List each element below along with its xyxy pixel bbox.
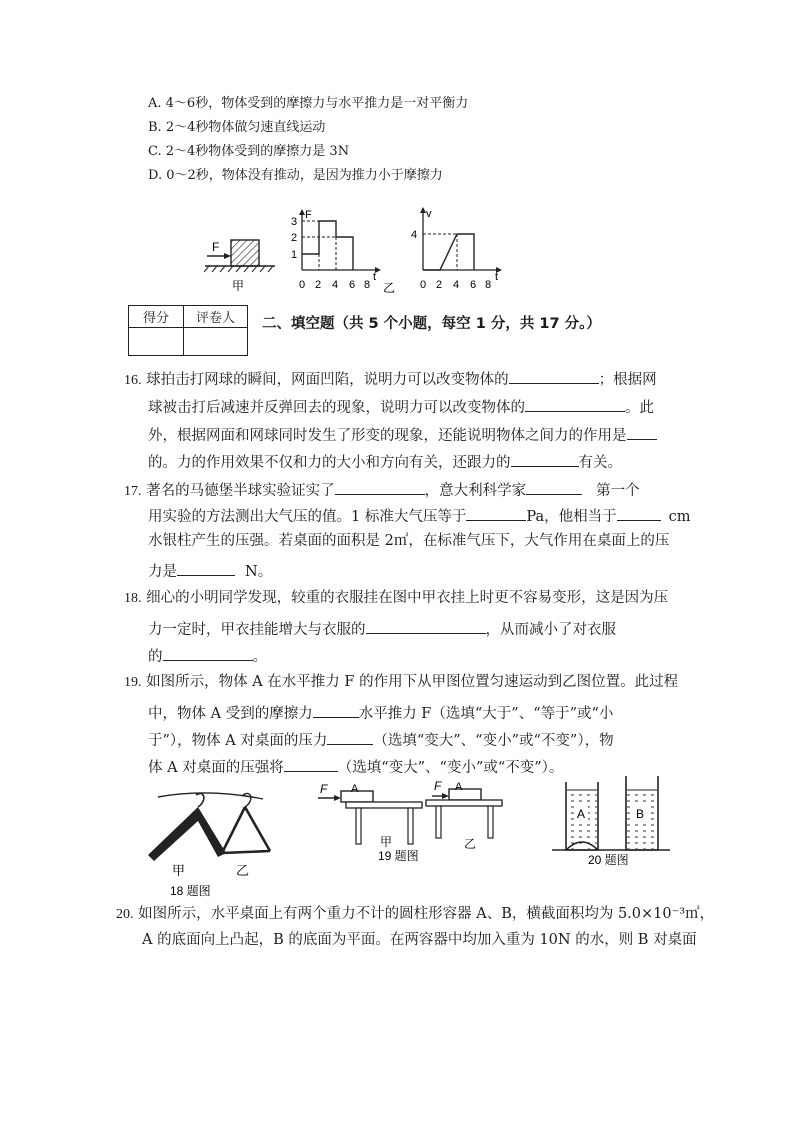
grader-cell[interactable] <box>184 328 248 356</box>
q17-blank-4[interactable] <box>617 506 661 521</box>
q19-number: 19. <box>124 675 142 690</box>
container-b-label: B <box>636 807 645 821</box>
q16-text: 球被击打后减速并反弹回去的现象，说明力可以改变物体的 <box>148 400 525 416</box>
figure-label-jia: 甲 <box>232 279 245 293</box>
q20-text: 如图所示，水平桌面上有两个重力不计的圆柱形容器 A、B，横截面积均为 5.0×10⁻³㎡， <box>138 906 715 922</box>
question-18 <box>124 591 668 606</box>
question-16 <box>124 369 657 388</box>
q17-text: 水银柱产生的压强。若桌面的面积是 2㎡，在标准气压下，大气作用在桌面上的压 <box>148 533 670 549</box>
q17-text: 力是 <box>148 564 177 580</box>
graph2-x-8: 8 <box>485 279 492 291</box>
figure-18-caption: 18 题图 <box>170 884 211 898</box>
q18-blank-1[interactable] <box>366 619 486 634</box>
q16-text: 。此 <box>625 400 654 416</box>
q17-blank-3[interactable] <box>466 506 526 521</box>
hanger-jia <box>148 793 226 861</box>
hanger-yi <box>222 793 270 853</box>
table-jia <box>318 782 422 849</box>
graph2-tick-4: 4 <box>411 229 418 241</box>
q17-blank-1[interactable] <box>335 480 425 495</box>
q18-text: 力一定时，甲衣挂能增大与衣服的 <box>148 622 366 638</box>
graph1-tick-2: 2 <box>291 232 298 244</box>
graph1-tick-3: 3 <box>291 216 298 228</box>
q16-text: ；根据网 <box>598 372 657 388</box>
q16-blank-2[interactable] <box>525 397 625 412</box>
graph2-x-axis-label: t <box>495 271 499 283</box>
question-17 <box>124 480 640 499</box>
graph1-x-2: 2 <box>315 279 322 291</box>
q16-text: 的。力的作用效果不仅和力的大小和方向有关，还跟力的 <box>148 455 511 471</box>
q19-text: 如图所示，物体 A 在水平推力 F 的作用下从甲图位置匀速运动到乙图位置。此过程 <box>146 674 679 690</box>
score-table <box>128 305 248 356</box>
q19-text: （选填“变大”、“变小”或“不变”），物 <box>373 733 614 749</box>
option-c: C. 2～4秒物体受到的摩擦力是 3N <box>148 144 350 159</box>
q16-blank-3[interactable] <box>627 425 657 440</box>
question-20 <box>116 907 714 922</box>
q19-text: 中，物体 A 受到的摩擦力 <box>148 706 313 722</box>
q16-blank-1[interactable] <box>509 369 599 384</box>
q17-text: ，意大利科学家 <box>424 483 527 499</box>
container-a-label: A <box>577 807 586 821</box>
hanger-label-jia: 甲 <box>172 863 186 878</box>
table-label-jia: 甲 <box>380 835 393 849</box>
figure-label-yi: 乙 <box>383 281 396 295</box>
graph2-x-4: 4 <box>453 279 460 291</box>
q17-text: 著名的马德堡半球实验证实了 <box>146 483 335 499</box>
container-a <box>566 782 598 850</box>
graph2-x-0: 0 <box>420 279 427 291</box>
q17-blank-5[interactable] <box>177 561 235 576</box>
hanger-label-yi: 乙 <box>236 863 250 878</box>
q20-number: 20. <box>116 907 134 922</box>
option-b: B. 2～4秒物体做匀速直线运动 <box>148 120 326 135</box>
force-velocity-figure <box>195 200 525 295</box>
q19-text: 水平推力 F（选填“大于”、“等于”或“小 <box>358 706 614 722</box>
graph1-x-4: 4 <box>332 279 339 291</box>
q20-text: A 的底面向上凸起，B 的底面为平面。在两容器中均加入重为 10N 的水，则 B 对桌面 <box>142 932 697 948</box>
graph1-x-0: 0 <box>299 279 306 291</box>
force-label-yi: F <box>434 779 442 793</box>
table-label-yi: 乙 <box>464 837 477 851</box>
q16-text: 有关。 <box>578 455 622 471</box>
q19-blank-1[interactable] <box>313 703 359 718</box>
q17-blank-2[interactable] <box>526 480 582 495</box>
score-header: 得分 <box>129 306 184 328</box>
q16-blank-4[interactable] <box>511 452 579 467</box>
section-title: 二、填空题（共 5 个小题，每空 1 分，共 17 分。） <box>262 316 601 332</box>
q16-text: 外，根据网面和网球同时发生了形变的现象，还能说明物体之间力的作用是 <box>148 428 627 444</box>
q17-text: N。 <box>245 564 273 580</box>
q18-text: 。 <box>252 649 267 665</box>
option-a: A. 4～6秒，物体受到的摩擦力与水平推力是一对平衡力 <box>148 96 469 111</box>
q19-text: 体 A 对桌面的压强将 <box>148 760 284 776</box>
grader-header: 评卷人 <box>184 306 248 328</box>
q17-text: cm <box>668 509 691 525</box>
q18-text: 细心的小明同学发现，较重的衣服挂在图中甲衣挂上时更不容易变形，这是因为压 <box>146 590 669 606</box>
hangers-figure <box>138 785 278 900</box>
block-label-jia: A <box>351 783 359 795</box>
graph2-x-2: 2 <box>436 279 443 291</box>
pushed-block-diagram <box>204 240 275 293</box>
graph1-y-label: F <box>305 209 312 221</box>
containers-figure <box>546 768 676 868</box>
force-label: F <box>212 240 220 254</box>
q17-text: 第一个 <box>596 483 640 499</box>
q18-number: 18. <box>124 591 142 606</box>
q19-blank-3[interactable] <box>284 757 338 772</box>
q18-text: 的 <box>148 649 163 665</box>
option-d: D. 0～2秒，物体没有推动，是因为推力小于摩擦力 <box>148 168 443 183</box>
graph1-x-axis-label: t <box>373 271 377 283</box>
table-yi <box>426 779 502 851</box>
graph1-x-8: 8 <box>364 279 371 291</box>
q17-text: Pa，他相当于 <box>526 509 617 525</box>
force-label-jia: F <box>320 782 328 796</box>
score-cell[interactable] <box>129 328 184 356</box>
q17-number: 17. <box>124 484 142 499</box>
block-on-table-figure <box>318 778 508 866</box>
question-19 <box>124 675 678 690</box>
graph2-x-6: 6 <box>470 279 477 291</box>
q16-text: 球拍击打网球的瞬间，网面凹陷，说明力可以改变物体的 <box>146 372 509 388</box>
figure-19-caption: 19 题图 <box>378 849 419 863</box>
q19-blank-2[interactable] <box>327 730 373 745</box>
q19-text: （选填“变大”、“变小”或“不变”）。 <box>337 760 564 776</box>
graph1-x-6: 6 <box>349 279 356 291</box>
q17-text: 用实验的方法测出大气压的值。1 标准大气压等于 <box>148 509 467 525</box>
q16-number: 16. <box>124 373 142 388</box>
q18-blank-2[interactable] <box>163 646 253 661</box>
graph2-y-label: v <box>426 208 432 220</box>
force-time-graph <box>291 209 381 291</box>
block-label-yi: A <box>455 781 463 793</box>
q19-text: 于”），物体 A 对桌面的压力 <box>148 733 328 749</box>
container-b <box>626 776 658 850</box>
q18-text: ，从而减小了对衣服 <box>485 622 616 638</box>
figure-20-caption: 20 题图 <box>588 853 629 867</box>
velocity-time-graph <box>411 207 502 291</box>
graph1-tick-1: 1 <box>291 249 298 261</box>
